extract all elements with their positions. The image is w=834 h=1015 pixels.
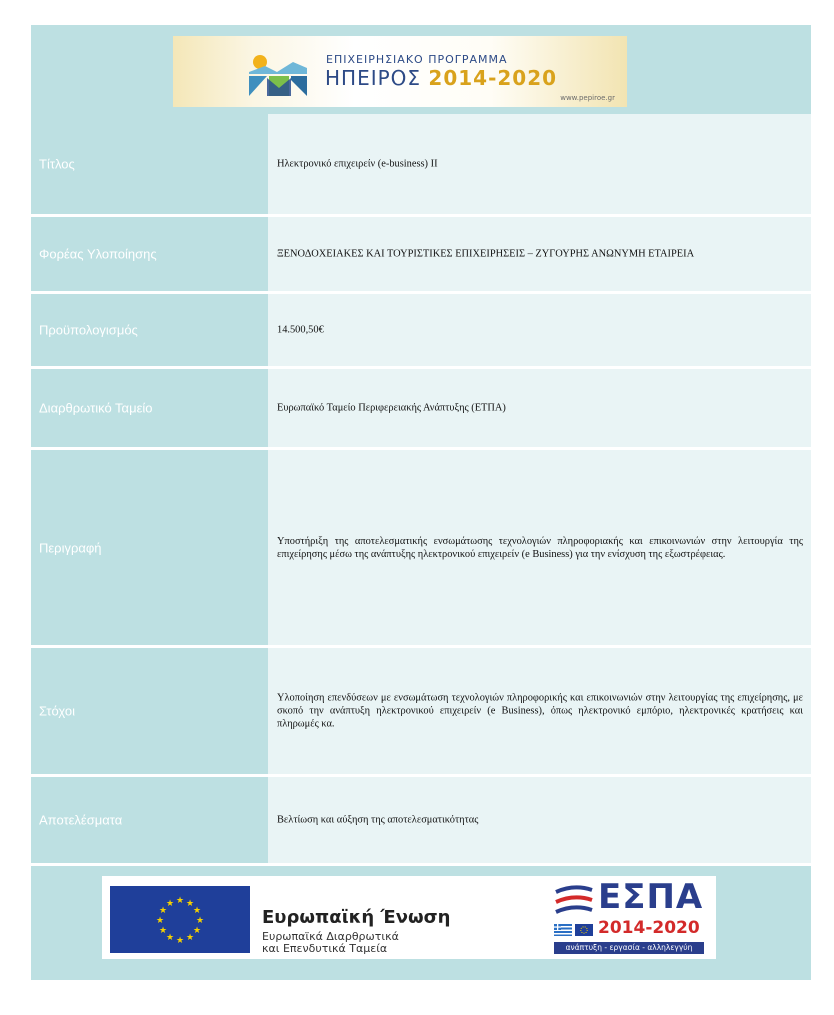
- table-row-implementing-body: [31, 217, 811, 291]
- svg-text:★: ★: [165, 933, 175, 943]
- row-value: Ευρωπαϊκό Ταμείο Περιφερειακής Ανάπτυξης (ΕΤΠΑ): [277, 402, 506, 414]
- label-cell: [31, 114, 265, 214]
- svg-text:★: ★: [165, 899, 175, 909]
- row-label: Προϋπολογισμός: [39, 322, 138, 338]
- eu-subtitle-line1: Ευρωπαϊκά Διαρθρωτικά: [262, 930, 399, 943]
- program-years: 2014-2020: [428, 66, 558, 90]
- value-cell: [268, 114, 811, 214]
- label-cell: [31, 294, 265, 366]
- table-row-objectives: [31, 648, 811, 774]
- label-cell: [31, 648, 265, 774]
- funding-logos: [102, 876, 716, 959]
- row-value: Υποστήριξη της αποτελεσματικής ενσωμάτωσης τεχνολογιών πληροφοριακής και επικοινωνιών στην λειτουργία της επιχείρησης μέσω της ανάπτυξης ηλεκτρονικού επιχειρείν (e Business) για την ενίσχυση της εξωστρέφειας.: [277, 535, 803, 560]
- svg-text:★: ★: [155, 916, 165, 926]
- row-label: Στόχοι: [39, 703, 76, 719]
- svg-text:★: ★: [175, 896, 185, 906]
- table-row-budget: [31, 294, 811, 366]
- svg-text:★: ★: [158, 906, 168, 916]
- eu-flag: [110, 886, 250, 953]
- greek-eu-flags-icon: [554, 924, 594, 936]
- label-cell: [31, 217, 265, 291]
- row-label: Τίτλος: [39, 156, 75, 172]
- program-logo: [173, 36, 627, 107]
- table-row-title: [31, 114, 811, 214]
- row-label: Φορέας Υλοποίησης: [39, 246, 157, 262]
- row-label: Περιγραφή: [39, 540, 102, 555]
- espa-logo: [550, 877, 714, 956]
- row-label: Διαρθρωτικό Ταμείο: [39, 400, 153, 416]
- program-line2: [325, 66, 557, 90]
- row-value: ΞΕΝΟΔΟΧΕΙΑΚΕΣ ΚΑΙ ΤΟΥΡΙΣΤΙΚΕΣ ΕΠΙΧΕΙΡΗΣΕΙΣ – ΖΥΓΟΥΡΗΣ ΑΝΩΝΥΜΗ ΕΤΑΙΡΕΙΑ: [277, 248, 695, 260]
- program-line1: ΕΠΙΧΕΙΡΗΣΙΑΚΟ ΠΡΟΓΡΑΜΜΑ: [326, 53, 508, 66]
- value-cell: [268, 777, 811, 863]
- svg-text:★: ★: [185, 933, 195, 943]
- value-cell: [268, 369, 811, 447]
- program-url: www.pepiroe.gr: [560, 94, 615, 102]
- row-value: 14.500,50€: [277, 324, 324, 336]
- epirus-mountain-icon: [247, 50, 309, 98]
- svg-text:★: ★: [192, 926, 202, 936]
- value-cell: [268, 450, 811, 645]
- espa-tagline: ανάπτυξη - εργασία - αλληλεγγύη: [554, 942, 704, 954]
- label-cell: [31, 369, 265, 447]
- table-row-structural-fund: [31, 369, 811, 447]
- table-row-results: [31, 777, 811, 863]
- svg-text:★: ★: [192, 906, 202, 916]
- eu-subtitle-line2: και Επενδυτικά Ταμεία: [262, 942, 388, 955]
- label-cell: [31, 450, 265, 645]
- program-name: ΗΠΕΙΡΟΣ: [325, 66, 422, 90]
- value-cell: [268, 217, 811, 291]
- svg-text:★: ★: [158, 926, 168, 936]
- project-info-sheet: [31, 25, 811, 980]
- value-cell: [268, 648, 811, 774]
- row-value: Υλοποίηση επενδύσεων με ενσωμάτωση τεχνολογιών πληροφορικής και επικοινωνιών στην λειτουργίας της επιχείρησης, με σκοπό την ανάπτυξη ηλεκτρονικού επιχειρείν (e Business), όπως ηλεκτρονικό εμπόριο, ηλεκτρονικές κρατήσεις και πληρωμές κα.: [277, 692, 803, 730]
- espa-title: ΕΣΠΑ: [598, 877, 704, 917]
- svg-text:★: ★: [195, 916, 205, 926]
- svg-text:★: ★: [185, 899, 195, 909]
- svg-text:★: ★: [175, 936, 185, 946]
- footer-band: [31, 866, 811, 980]
- value-cell: [268, 294, 811, 366]
- eu-stars-icon: [110, 886, 250, 953]
- row-label: Αποτελέσματα: [39, 812, 123, 828]
- espa-waves-icon: [552, 882, 596, 922]
- eu-title: Ευρωπαϊκή Ένωση: [262, 907, 451, 928]
- row-value: Βελτίωση και αύξηση της αποτελεσματικότητας: [277, 814, 479, 826]
- espa-years: 2014-2020: [598, 918, 700, 938]
- row-value: Ηλεκτρονικό επιχειρείν (e-business) ΙΙ: [277, 158, 438, 170]
- header-band: [31, 25, 811, 112]
- label-cell: [31, 777, 265, 863]
- table-row-description: [31, 450, 811, 645]
